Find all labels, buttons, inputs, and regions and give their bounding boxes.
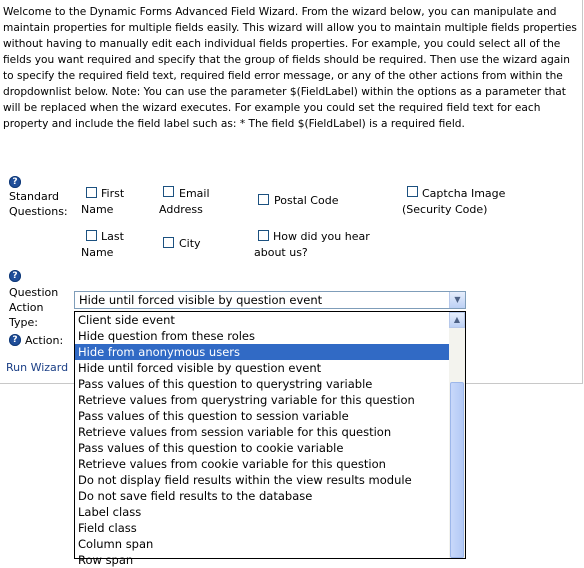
city-checkbox[interactable]	[163, 237, 174, 248]
dropdown-option[interactable]: Client side event	[78, 313, 175, 327]
label-line: Type:	[9, 316, 38, 329]
label-line: Standard	[9, 190, 60, 203]
scroll-up-icon[interactable]: ▲	[449, 312, 465, 328]
help-icon[interactable]: ?	[9, 176, 21, 188]
dropdown-option[interactable]: Column span	[78, 537, 154, 551]
help-icon[interactable]: ?	[9, 270, 21, 282]
dropdown-option[interactable]: Pass values of this question to session variable	[78, 409, 349, 423]
dropdown-options	[75, 312, 450, 568]
dropdown-option[interactable]: Do not display field results within the view results module	[78, 473, 412, 487]
dropdown-option[interactable]: Row span	[78, 553, 134, 567]
label-line: Question	[9, 286, 59, 299]
label-line: Captcha Image	[422, 187, 506, 200]
chevron-down-icon[interactable]: ▼	[449, 292, 465, 308]
dropdown-option[interactable]: Do not save field results to the database	[78, 489, 313, 503]
action-type-dropdown-list[interactable]	[74, 311, 466, 567]
label-line: Address	[159, 203, 203, 216]
label-line: about us?	[254, 246, 308, 259]
dropdown-scrollbar[interactable]	[449, 312, 465, 558]
postal-code-checkbox[interactable]	[258, 194, 269, 205]
label-line: How did you hear	[273, 230, 370, 243]
captcha-image-label	[402, 186, 505, 218]
label-line: Action	[9, 301, 44, 314]
standard-questions-label	[9, 189, 68, 219]
dropdown-option[interactable]: Hide question from these roles	[78, 329, 255, 343]
label-line: (Security Code)	[402, 203, 488, 216]
dropdown-option[interactable]: Retrieve values from cookie variable for this question	[78, 457, 386, 471]
question-action-type-label	[9, 285, 58, 330]
label-line: Email	[179, 187, 210, 200]
last-name-label	[81, 229, 124, 261]
scroll-thumb[interactable]	[450, 382, 464, 558]
run-wizard-link[interactable]: Run Wizard	[6, 361, 69, 374]
dropdown-option[interactable]: Pass values of this question to cookie variable	[78, 441, 344, 455]
dropdown-option[interactable]: Pass values of this question to querystring variable	[78, 377, 373, 391]
label-line: Questions:	[9, 205, 68, 218]
label-line: Name	[81, 246, 114, 259]
help-icon[interactable]: ?	[9, 334, 21, 346]
first-name-label	[81, 186, 124, 218]
city-label: City	[179, 237, 201, 250]
label-line: First	[101, 187, 125, 200]
dropdown-option[interactable]: Hide from anonymous users	[75, 344, 450, 360]
label-line: Last	[101, 230, 124, 243]
email-address-label	[159, 186, 210, 218]
dropdown-option[interactable]: Hide until forced visible by question event	[78, 361, 322, 375]
postal-code-label: Postal Code	[274, 194, 339, 207]
question-action-type-select[interactable]	[74, 291, 466, 309]
intro-text: Welcome to the Dynamic Forms Advanced Field Wizard. From the wizard below, you can manipulate and maintain properties for multiple fields easily. This wizard will allow you to maintain multiple fields properties without having to manually edit each individual fields properties. For example, you could select all of the fields you want required and specify that the group of fields should be required. Then use the wizard again to specify the required field text, required field error message, or any of the other actions from within the dropdownlist below. Note: You can use the parameter $(FieldLabel) within the options as a parameter that will be replaced when the wizard executes. For example you could set the required field text for each property and include the field label such as: * The field $(FieldLabel) is a required field.	[3, 6, 577, 130]
dropdown-option[interactable]: Label class	[78, 505, 142, 519]
dropdown-option[interactable]: Field class	[78, 521, 137, 535]
action-label: Action:	[25, 334, 64, 347]
dropdown-option[interactable]: Retrieve values from querystring variable for this question	[78, 393, 415, 407]
how-did-you-hear-label	[254, 229, 370, 261]
selected-value: Hide until forced visible by question event	[79, 293, 323, 307]
dropdown-option[interactable]: Retrieve values from session variable for this question	[78, 425, 392, 439]
label-line: Name	[81, 203, 114, 216]
